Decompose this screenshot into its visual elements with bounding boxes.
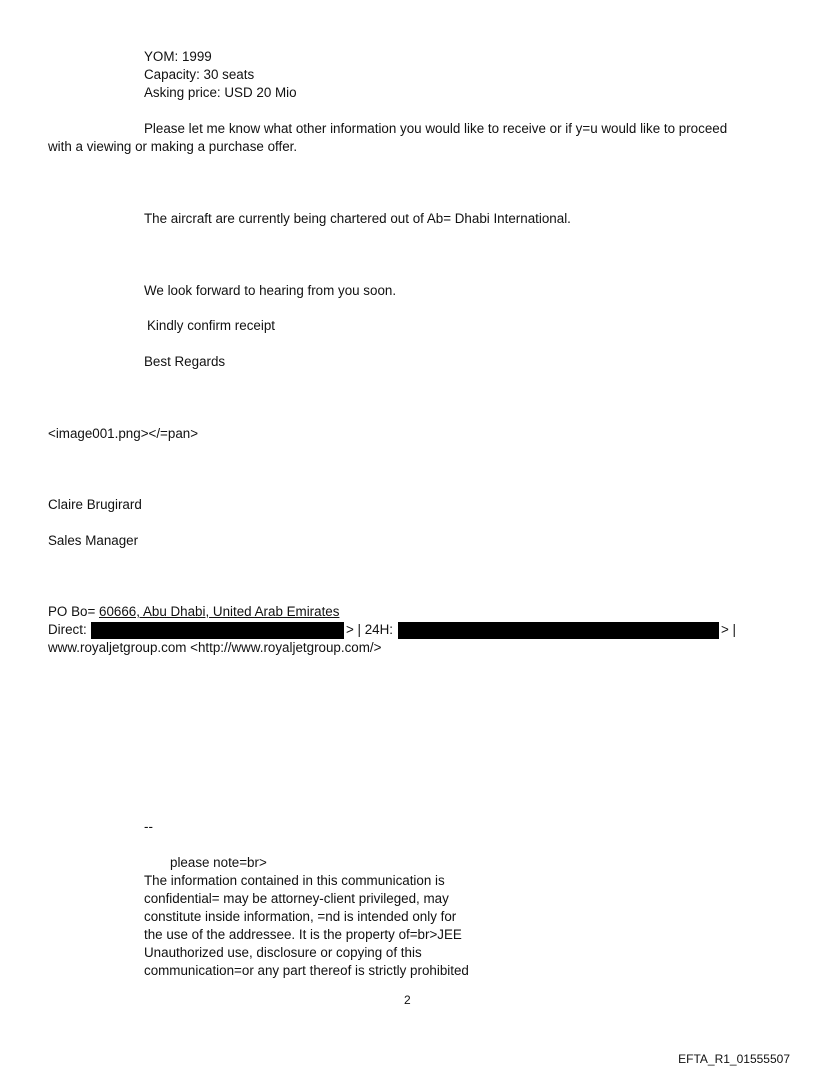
disclaimer-line-1: The information contained in this communication is [144, 873, 445, 888]
request-line-1: Please let me know what other information you would like to receive or if y=u would like to proceed [144, 121, 728, 136]
website-link[interactable]: www.royaljetgroup.com <http://www.royaljetgroup.com/> [48, 640, 382, 655]
redaction-bar-direct [91, 622, 344, 639]
redaction-bar-24h [398, 622, 719, 639]
direct-label: Direct: [48, 622, 87, 637]
page-number: 2 [404, 993, 411, 1007]
confirm-line: Kindly confirm receipt [147, 318, 276, 333]
look-forward-line: We look forward to hearing from you soon. [144, 283, 397, 298]
address-prefix: PO Bo= [48, 604, 99, 619]
address-line [48, 603, 339, 621]
regards-line: Best Regards [144, 354, 226, 369]
spec-yom: YOM: 1999 [144, 49, 212, 64]
disclaimer-line-4: the use of the addressee. It is the property of=br>JEE [144, 927, 462, 942]
disclaimer-line-5: Unauthorized use, disclosure or copying of this [144, 945, 422, 960]
signature-name: Claire Brugirard [48, 497, 142, 512]
signature-title: Sales Manager [48, 533, 139, 548]
disclaimer-line-6: communication=or any part thereof is strictly prohibited [144, 963, 469, 978]
address-rest: 60666, Abu Dhabi, United Arab Emirates [99, 604, 340, 619]
line-end-text: > | [721, 622, 737, 637]
disclaimer-line-3: constitute inside information, =nd is intended only for [144, 909, 457, 924]
image-reference: <image001.png></=pan> [48, 426, 199, 441]
disclaimer-note: please note=br> [170, 855, 267, 870]
disclaimer-line-2: confidential= may be attorney-client privileged, may [144, 891, 449, 906]
spec-capacity: Capacity: 30 seats [144, 67, 255, 82]
request-line-2: with a viewing or making a purchase offer. [48, 139, 298, 154]
spec-price: Asking price: USD 20 Mio [144, 85, 297, 100]
separator-dashes: -- [144, 819, 153, 834]
document-id: EFTA_R1_01555507 [678, 1052, 790, 1066]
phone-24h-label: > | 24H: [346, 622, 394, 637]
charter-line: The aircraft are currently being chartered out of Ab= Dhabi International. [144, 211, 571, 226]
